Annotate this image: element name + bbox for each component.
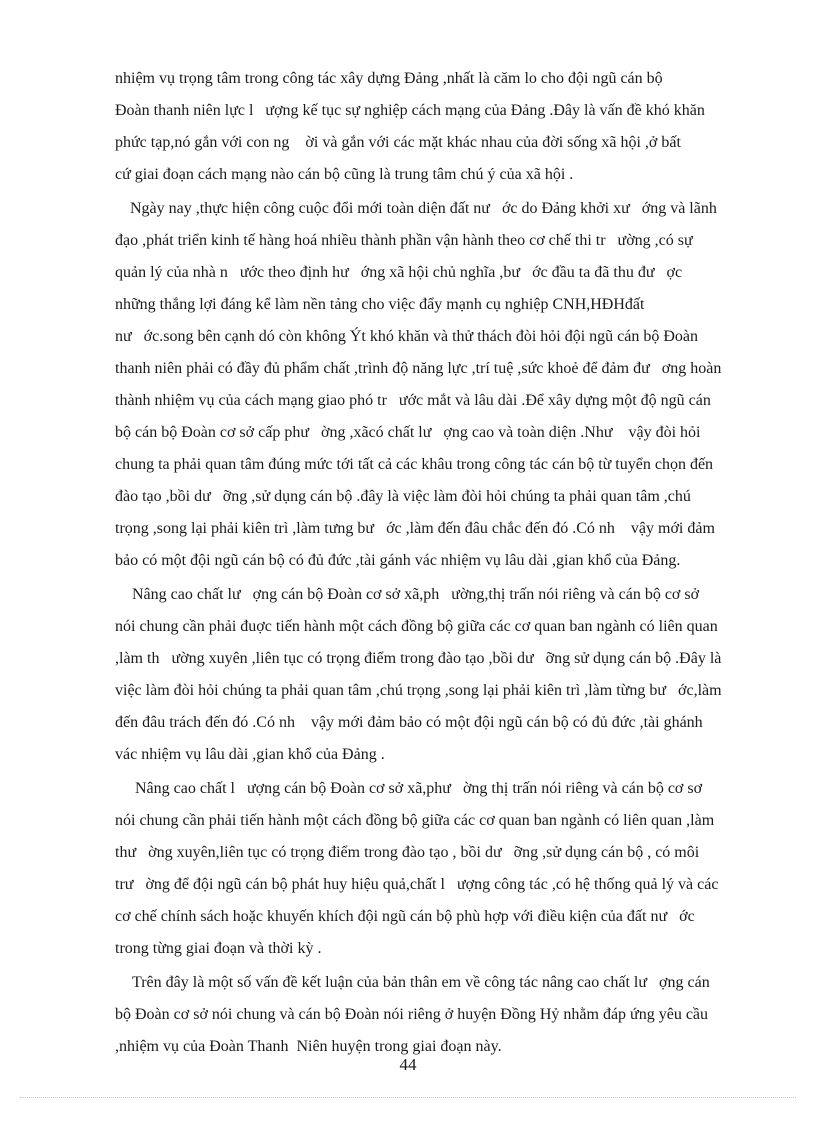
text-line: Ngày nay ,thực hiện công cuộc đổi mới toàn diện đất nư ớc do Đảng khởi xư ớng và lãnh [130,200,717,217]
text-line: trong từng giai đoạn và thời kỳ . [115,940,322,957]
page-number: 44 [399,1055,417,1074]
text-line: chung ta phải quan tâm đúng mức tới tất cả các khâu trong công tác cán bộ từ tuyển chọn đến [115,456,714,473]
text-line: bộ cán bộ Đoàn cơ sở cấp phư ờng ,xãcó chất lư ợng cao và toàn diện .Như vậy đòi hỏi [115,424,701,441]
text-line: nói chung cần phải tiến hành một cách đồng bộ giữa các cơ quan ban ngành có liên quan ,làm [115,812,715,829]
text-line: những thắng lợi đáng kể làm nền tảng cho việc đẩy mạnh cụ nghiệp CNH,HĐHđất [115,296,645,313]
text-line: đào tạo ,bồi dư ỡng ,sử dụng cán bộ .đây là việc làm đòi hỏi chúng ta phải quan tâm ,chú [115,488,691,505]
text-line: việc làm đòi hỏi chúng ta phải quan tâm ,chú trọng ,song lại phải kiên trì ,làm từng bư ớc,làm [115,682,722,699]
text-line: nói chung cần phải đuợc tiến hành một cách đồng bộ giữa các cơ quan ban ngành có liên quan [115,618,718,635]
text-line: thanh niên phải có đầy đủ phẩm chất ,trình độ năng lực ,trí tuệ ,sức khoẻ để đảm đư ơng hoàn [115,360,722,377]
text-line: nhiệm vụ trọng tâm trong công tác xây dựng Đảng ,nhất là căm lo cho đội ngũ cán bộ [115,70,663,87]
text-line: Nâng cao chất lư ợng cán bộ Đoàn cơ sở xã,ph ường,thị trấn nói riêng và cán bộ cơ sở [132,586,700,603]
text-line: Nâng cao chất l ượng cán bộ Đoàn cơ sở xã,phư ờng thị trấn nói riêng và cán bộ cơ sơ [135,780,703,797]
text-line: ,làm th ường xuyên ,liên tục có trọng điểm trong đào tạo ,bồi dư ỡng sử dụng cán bộ .Đây là [115,650,722,667]
text-line: cứ giai đoạn cách mạng nào cán bộ cũng là trung tâm chú ý của xã hội . [115,166,574,183]
text-line: bộ Đoàn cơ sở nói chung và cán bộ Đoàn nói riêng ở huyện Đồng Hỷ nhằm đáp ứng yêu cầu [115,1006,709,1023]
text-line: đến đâu trách đến đó .Có nh vậy mới đảm bảo có một đội ngũ cán bộ có đủ đức ,tài ghánh [115,714,703,731]
text-line: đạo ,phát triển kinh tế hàng hoá nhiều thành phần vận hành theo cơ chế thi tr ường ,có sự [115,232,693,249]
text-line: phức tạp,nó gắn với con ng ời và gắn với các mặt khác nhau của đời sống xã hội ,ở bất [115,134,681,151]
text-line: bảo có một đội ngũ cán bộ có đủ đức ,tài gánh vác nhiệm vụ lâu dài ,gian khổ của Đảng. [115,552,681,569]
text-line: trư ờng để đội ngũ cán bộ phát huy hiệu quả,chất l ượng công tác ,có hệ thống quả lý và các [115,876,719,893]
text-line: quản lý của nhà n ước theo định hư ớng xã hội chủ nghĩa ,bư ớc đầu ta đã thu đư ợc [115,264,683,281]
text-line: thành nhiệm vụ của cách mạng giao phó tr ước mắt và lâu dài .Để xây dựng một độ ngũ cán [115,392,711,409]
text-line: vác nhiệm vụ lâu dài ,gian khổ của Đảng . [115,746,385,763]
text-line: trọng ,song lại phải kiên trì ,làm tưng bư ớc ,làm đến đâu chắc đến đó .Có nh vậy mới đảm [115,520,715,537]
text-line: cơ chế chính sách hoặc khuyến khích đội ngũ cán bộ phù hợp với điều kiện của đất nư ớc [115,908,695,925]
text-line: Trên đây là một số vấn đề kết luận của bản thân em về công tác nâng cao chất lư ợng cán [132,974,710,991]
text-line: nư ớc.song bên cạnh dó còn không Ýt khó khăn và thử thách đòi hỏi đội ngũ cán bộ Đoàn [115,328,699,345]
text-line: ,nhiệm vụ của Đoàn Thanh Niên huyện trong giai đoạn này. [115,1038,502,1055]
text-line: thư ờng xuyên,liên tục có trọng điểm trong đào tạo , bồi dư ỡng ,sử dụng cán bộ , có môi [115,844,700,861]
footer-divider [20,1097,796,1098]
text-line: Đoàn thanh niên lực l ượng kế tục sự nghiệp cách mạng của Đảng .Đây là vấn đề khó khăn [115,102,705,119]
